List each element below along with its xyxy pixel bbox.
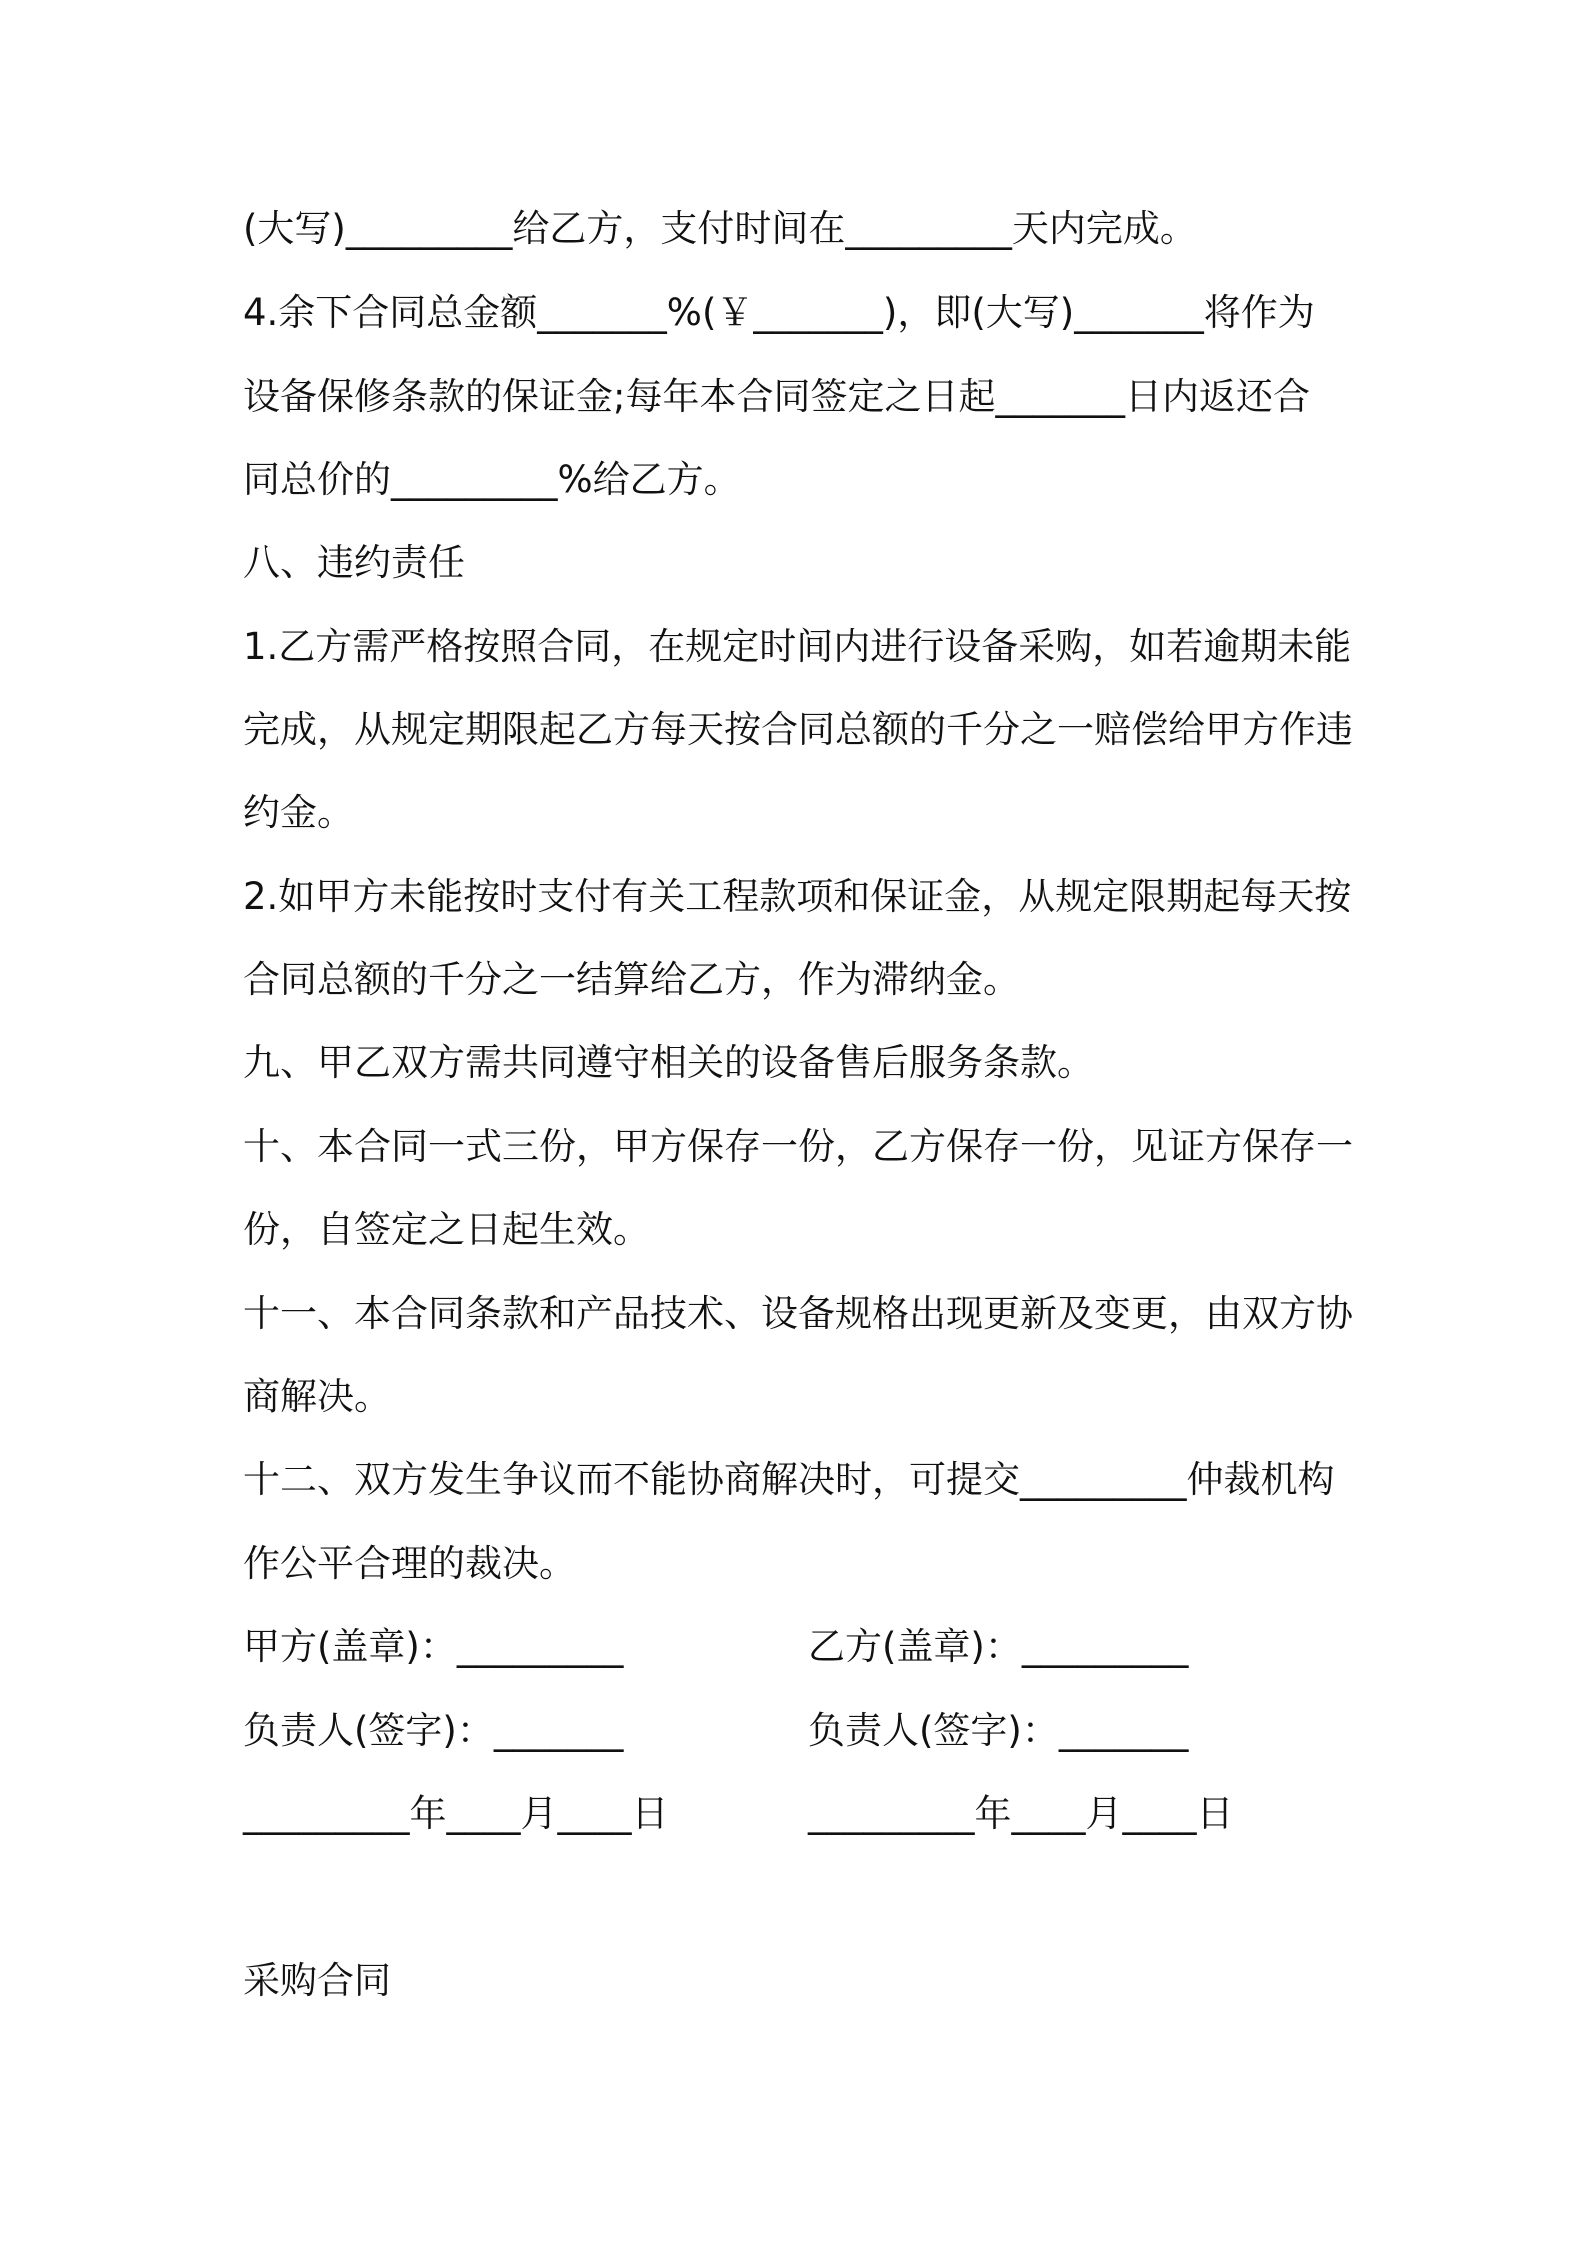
text-line-3: 设备保修条款的保证金;每年本合同签定之日起_______日内返还合 (243, 375, 1310, 418)
text-line-17: 作公平合理的裁决。 (243, 1542, 576, 1585)
text-line-15: 商解决。 (243, 1375, 391, 1418)
party-a-date: _________年____月____日 (243, 1792, 669, 1835)
text-line-8: 约金。 (243, 791, 354, 834)
text-line-6: 1.乙方需严格按照合同，在规定时间内进行设备采购，如若逾期未能 (243, 625, 1352, 668)
text-line-2: 4.余下合同总金额_______%(￥_______)，即(大写)_______将作为 (243, 291, 1315, 334)
section-heading-nine: 九、甲乙双方需共同遵守相关的设备售后服务条款。 (243, 1041, 1094, 1084)
section-heading-ten: 十、本合同一式三份，甲方保存一份，乙方保存一份，见证方保存一 (243, 1125, 1353, 1168)
section-heading-eleven: 十一、本合同条款和产品技术、设备规格出现更新及变更，由双方协 (243, 1292, 1353, 1335)
party-a-signer: 负责人(签字)：_______ (243, 1709, 624, 1752)
party-b-date: _________年____月____日 (808, 1792, 1234, 1835)
party-b-signer: 负责人(签字)：_______ (808, 1709, 1189, 1752)
party-a-seal: 甲方(盖章)：_________ (243, 1625, 624, 1668)
section-heading-twelve: 十二、双方发生争议而不能协商解决时，可提交_________仲裁机构 (243, 1458, 1335, 1501)
section-heading-breach: 八、违约责任 (243, 541, 465, 584)
party-b-seal: 乙方(盖章)：_________ (808, 1625, 1189, 1668)
text-line-10: 合同总额的千分之一结算给乙方，作为滞纳金。 (243, 958, 1020, 1001)
text-line-9: 2.如甲方未能按时支付有关工程款项和保证金，从规定限期起每天按 (243, 875, 1352, 918)
text-line-1: (大写)_________给乙方，支付时间在_________天内完成。 (243, 207, 1197, 250)
text-line-4: 同总价的_________%给乙方。 (243, 458, 741, 501)
text-line-7: 完成，从规定期限起乙方每天按合同总额的千分之一赔偿给甲方作违 (243, 708, 1353, 751)
footer-title: 采购合同 (243, 1959, 391, 2002)
text-line-13: 份，自签定之日起生效。 (243, 1208, 650, 1251)
